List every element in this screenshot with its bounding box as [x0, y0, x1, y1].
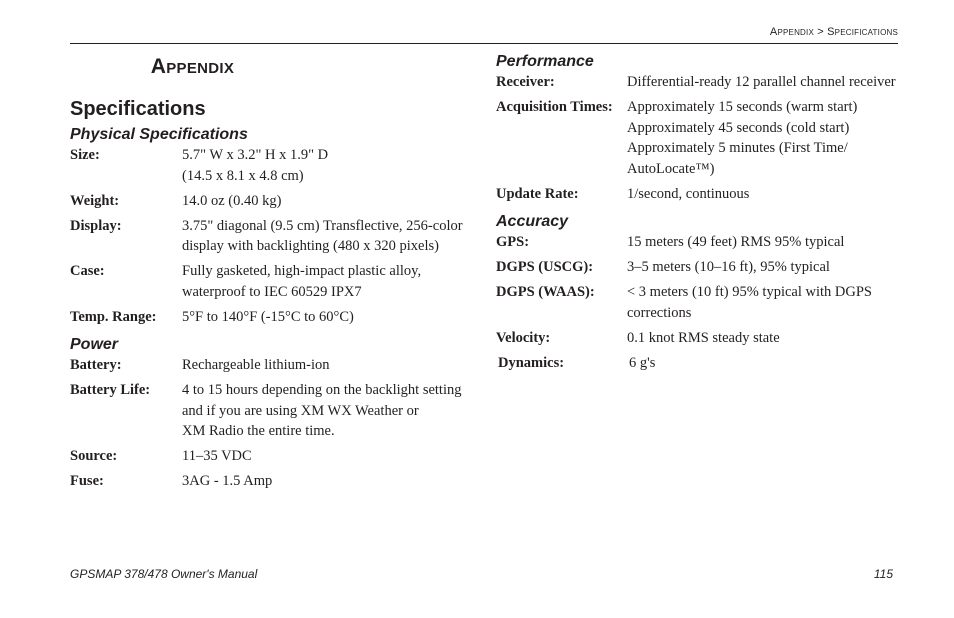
spec-label: Weight:: [70, 192, 120, 209]
spec-value: [627, 282, 906, 323]
spec-value: [627, 232, 906, 253]
performance-heading: Performance: [496, 53, 594, 70]
spec-label: Source:: [70, 448, 118, 464]
spec-value-line: 11–35 VDC: [182, 448, 252, 464]
spec-value-line: Rechargeable lithium-ion: [182, 357, 330, 373]
right-column: [496, 52, 906, 373]
physical-specs-list: [70, 145, 470, 327]
spec-value-line: corrections: [627, 304, 692, 321]
spec-label: Temp. Range:: [70, 308, 157, 325]
left-column: [70, 52, 470, 492]
spec-value-line: 3AG - 1.5 Amp: [182, 473, 273, 489]
spec-label: Display:: [70, 217, 122, 234]
spec-value-line: 1/second, continuous: [627, 185, 750, 202]
spec-value-line: < 3 meters (10 ft) 95% typical with DGPS: [627, 284, 872, 300]
breadcrumb: Appendix > Specifications: [769, 26, 898, 38]
power-heading: Power: [70, 336, 119, 353]
spec-row: [70, 380, 470, 442]
spec-label: GPS:: [496, 234, 530, 250]
spec-value: [182, 307, 470, 328]
spec-value: [182, 261, 470, 302]
spec-value-line: 3–5 meters (10–16 ft), 95% typical: [627, 259, 830, 275]
spec-value: [182, 355, 470, 376]
spec-row: [496, 184, 906, 205]
spec-row: [70, 216, 470, 257]
spec-row: [496, 257, 906, 278]
spec-row: [70, 446, 470, 467]
spec-value-line: 5°F to 140°F (-15°C to 60°C): [182, 308, 354, 325]
spec-label: DGPS (WAAS):: [496, 284, 595, 300]
spec-row: [496, 232, 906, 253]
spec-value: [182, 471, 470, 492]
spec-row: [70, 145, 470, 186]
page-title: Specifications: [70, 98, 206, 120]
spec-label: DGPS (USCG):: [496, 259, 594, 275]
spec-row: [496, 72, 906, 93]
chapter-title: Appendix: [150, 55, 235, 78]
spec-value-line: XM Radio the entire time.: [182, 423, 335, 439]
header-rule: [70, 43, 898, 44]
spec-row: [496, 353, 906, 374]
accuracy-heading: Accuracy: [496, 213, 569, 230]
spec-row: [70, 355, 470, 376]
spec-value: [182, 446, 470, 467]
spec-value: [182, 380, 470, 442]
spec-label: Velocity:: [496, 329, 551, 346]
spec-value-line: Approximately 5 minutes (First Time/: [627, 140, 848, 156]
spec-value-line: Approximately 15 seconds (warm start): [627, 99, 858, 115]
spec-value-line: 14.0 oz (0.40 kg): [182, 192, 282, 209]
spec-value: [627, 72, 906, 93]
spec-value-line: 0.1 knot RMS steady state: [627, 329, 780, 346]
page-number: 115: [873, 567, 893, 581]
spec-value: [627, 257, 906, 278]
spec-value-line: 4 to 15 hours depending on the backlight setting: [182, 382, 462, 398]
spec-row: [70, 307, 470, 328]
spec-value: [629, 353, 906, 374]
spec-label: Dynamics:: [498, 354, 565, 371]
spec-label: Battery Life:: [70, 382, 151, 398]
spec-row: [70, 191, 470, 212]
spec-row: [496, 282, 906, 323]
spec-label: Update Rate:: [496, 185, 579, 202]
spec-value: [182, 191, 470, 212]
spec-value-line: Fully gasketed, high-impact plastic alloy,: [182, 263, 422, 279]
spec-row: [70, 261, 470, 302]
spec-row: [496, 328, 906, 349]
power-list: [70, 355, 470, 492]
spec-row: [496, 97, 906, 179]
spec-value: [627, 184, 906, 205]
spec-value-line: (14.5 x 8.1 x 4.8 cm): [182, 167, 304, 184]
spec-value: [627, 97, 906, 179]
spec-value-line: AutoLocate™): [627, 160, 715, 177]
spec-value: [182, 216, 470, 257]
spec-label: Size:: [70, 147, 100, 163]
spec-label: Battery:: [70, 357, 122, 373]
physical-specs-heading: Physical Specifications: [70, 126, 248, 143]
spec-value-line: Approximately 45 seconds (cold start): [627, 119, 850, 136]
spec-label: Receiver:: [496, 74, 555, 90]
spec-value: [627, 328, 906, 349]
spec-value-line: 6 g's: [629, 354, 656, 371]
spec-value-line: display with backlighting (480 x 320 pixels): [182, 238, 439, 254]
spec-value-line: 3.75" diagonal (9.5 cm) Transflective, 256-color: [182, 217, 463, 234]
performance-list: [496, 72, 906, 204]
spec-value-line: 5.7" W x 3.2" H x 1.9" D: [182, 147, 329, 163]
spec-value: [182, 145, 470, 186]
spec-value-line: 15 meters (49 feet) RMS 95% typical: [627, 234, 845, 250]
spec-value-line: waterproof to IEC 60529 IPX7: [182, 283, 362, 300]
spec-row: [70, 471, 470, 492]
spec-label: Acquisition Times:: [496, 99, 613, 115]
accuracy-list: [496, 232, 906, 373]
spec-label: Fuse:: [70, 473, 104, 489]
spec-value-line: Differential-ready 12 parallel channel receiver: [627, 74, 896, 90]
spec-label: Case:: [70, 263, 105, 279]
footer-manual-title: GPSMAP 378/478 Owner's Manual: [70, 567, 258, 581]
spec-value-line: and if you are using XM WX Weather or: [182, 402, 419, 419]
